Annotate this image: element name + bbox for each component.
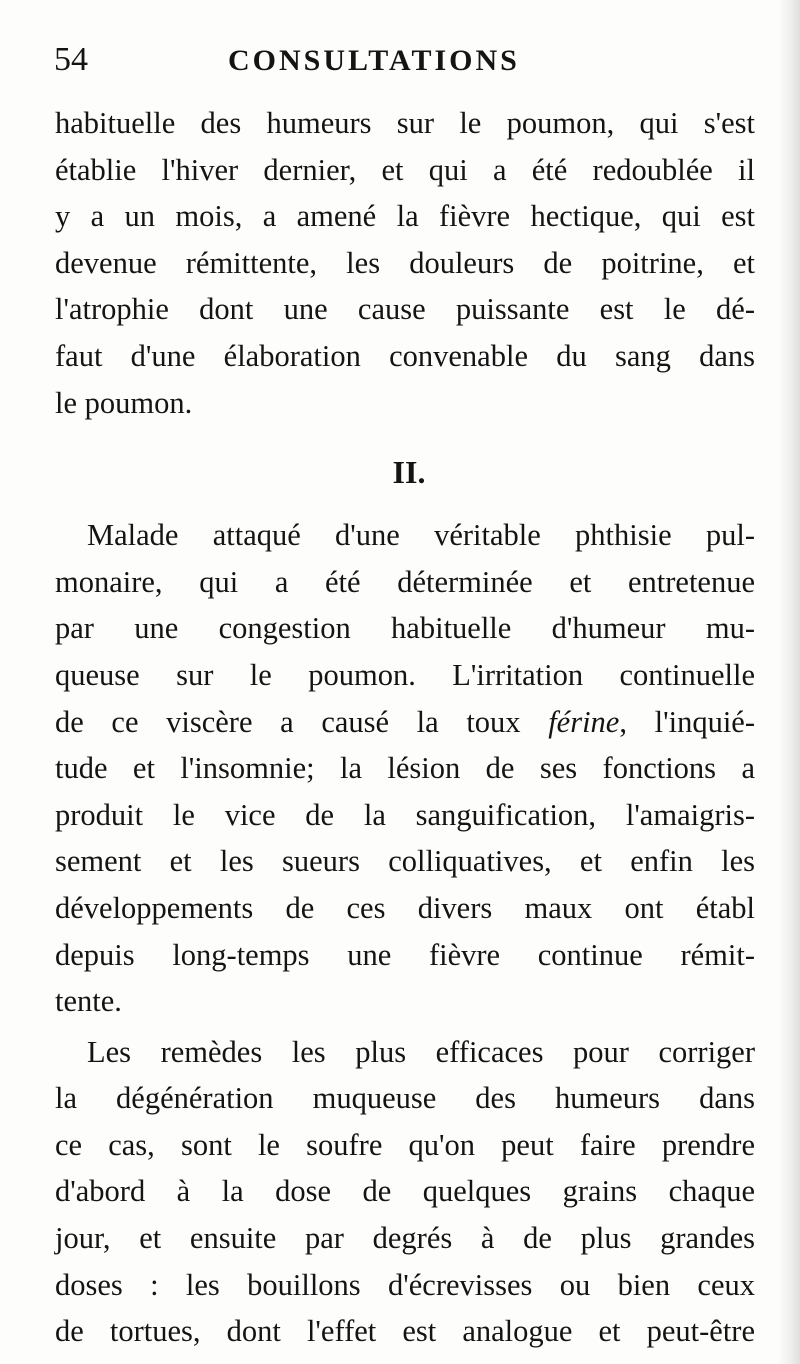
paragraph-continuation [55,100,755,426]
text-line: y a un mois, a amené la fièvre hectique, qui est [55,199,755,234]
text-line: queuse sur le poumon. L'irritation continuelle [55,657,755,692]
text-line: tente. [55,984,122,1019]
text-line: depuis long-temps une fièvre continue rémit- [55,937,755,972]
running-head [52,40,752,84]
running-title: CONSULTATIONS [228,44,520,77]
text-line: produit le vice de la sanguification, l'amaigris- [55,797,755,832]
text-line: devenue rémittente, les douleurs de poitrine, et [55,245,755,280]
text-line: de tortues, dont l'effet est analogue et peut-être [55,1314,755,1349]
text-line: jour, et ensuite par degrés à de plus grandes [55,1221,755,1256]
paragraph-diagnosis [55,512,755,1025]
text-line: d'abord à la dose de quelques grains chaque [55,1174,755,1209]
text-line: Malade attaqué d'une véritable phthisie pul- [87,518,755,553]
page-number: 54 [54,41,88,78]
text-line: doses : les bouillons d'écrevisses ou bien ceux [55,1267,755,1302]
text-line: Les remèdes les plus efficaces pour corriger [87,1034,755,1069]
page-edge-shadow [778,0,800,1364]
text-line: par une congestion habituelle d'humeur mu- [55,611,755,646]
text-line: de ce viscère a causé la toux férine, l'inquié- [55,704,755,739]
text-line: monaire, qui a été déterminée et entretenue [55,564,755,599]
text-line: habituelle des humeurs sur le poumon, qui s'est [55,106,755,140]
text-line: l'atrophie dont une cause puissante est le dé- [55,292,755,327]
paragraph-remedies [55,1029,755,1355]
section-heading: II. [392,454,426,491]
text-line: sement et les sueurs colliquatives, et enfin les [55,844,755,879]
body-text [55,100,755,1355]
text-line: faut d'une élaboration convenable du sang dans [55,338,755,373]
text-line: le poumon. [55,385,193,420]
italic-word: férine [548,704,620,739]
text-line: développements de ces divers maux ont établ [55,890,755,925]
text-line: la dégénération muqueuse des humeurs dans [55,1081,755,1116]
text-line: ce cas, sont le soufre qu'on peut faire prendre [55,1127,755,1162]
text-line: tude et l'insomnie; la lésion de ses fonctions a [55,751,755,786]
text-line: établie l'hiver dernier, et qui a été redoublée il [55,152,755,187]
